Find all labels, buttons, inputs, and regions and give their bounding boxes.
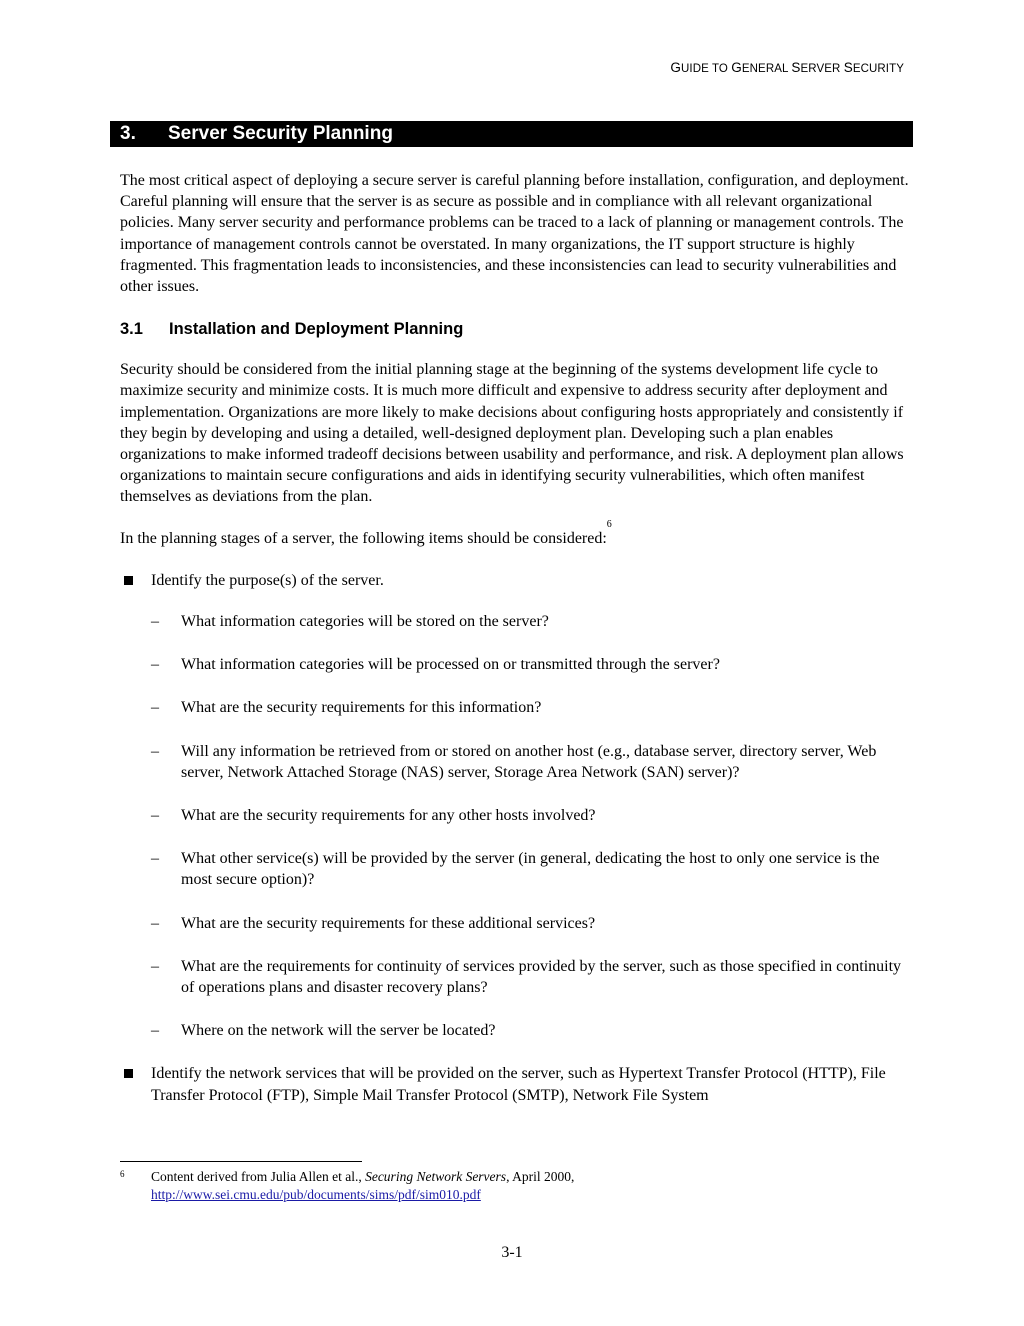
running-header-part: ECURITY — [852, 63, 904, 75]
footnote-title: Securing Network Servers — [365, 1169, 507, 1184]
section-heading — [120, 318, 910, 340]
dash-marker: – — [151, 656, 159, 674]
lead-in-paragraph — [120, 518, 910, 549]
dash-marker: – — [151, 807, 159, 825]
footnote-reference[interactable]: 6 — [606, 518, 612, 530]
sub-list-item-text: What are the security requirements for this information? — [181, 699, 542, 717]
running-header-part: S — [843, 60, 853, 75]
footnote-number: 6 — [120, 1169, 125, 1179]
page-number: 3-1 — [501, 1244, 523, 1261]
running-header-part: ERVER — [800, 63, 844, 75]
bullet-item — [120, 570, 910, 591]
sub-list-item — [120, 697, 910, 718]
sub-list-item-text: Will any information be retrieved from or stored on another host (e.g., database server, directory server, Web server, Network Attached Storage (NAS) server, Storage Area Network (SAN) server)? — [181, 742, 877, 781]
intro-paragraph: The most critical aspect of deploying a secure server is careful planning before installation, configuration, and deployment. Careful planning will ensure that the server is as secure as possible and in compliance with all relevant organizational policies. Many server security and performance problems can be traced to a lack of planning or management controls. The importance of management controls cannot be overstated. In many organizations, the IT support structure is highly fragmented. This fragmentation leads to inconsistencies, and these inconsistencies can lead to security vulnerabilities and other issues. — [120, 172, 909, 296]
dash-marker: – — [151, 1022, 159, 1040]
running-header-part: G — [670, 60, 682, 75]
sub-list-item — [120, 805, 910, 826]
sub-list-item-text: What information categories will be stored on the server? — [181, 613, 549, 631]
sub-list-item — [120, 1020, 910, 1041]
dash-marker: – — [151, 742, 159, 760]
square-bullet-icon — [124, 576, 133, 585]
section-title: Installation and Deployment Planning — [169, 320, 464, 339]
sub-list-item-text: What are the security requirements for any other hosts involved? — [181, 807, 596, 825]
sub-list-item-text: What information categories will be processed on or transmitted through the server? — [181, 656, 720, 674]
footnote-divider — [120, 1161, 362, 1162]
section-paragraph: Security should be considered from the initial planning stage at the beginning of the systems development life cycle to maximize security and minimize costs. It is much more difficult and expensive to address security after deployment and implementation. Organizations are more likely to make decisions about configuring hosts appropriately and consistently if they begin by developing and using a detailed, well-designed deployment plan. Developing such a plan enables organizations to make informed tradeoff decisions between usability and performance, and risk. A deployment plan allows organizations to maintain secure configurations and aids in identifying security vulnerabilities, which often manifest themselves as deviations from the plan. — [120, 361, 904, 506]
sub-list-item — [120, 913, 910, 934]
footnote — [120, 1168, 910, 1204]
bullet-item — [120, 1063, 910, 1105]
sub-list-item-text: What are the security requirements for these additional services? — [181, 914, 596, 932]
dash-marker: – — [151, 957, 159, 975]
sub-list-item — [120, 848, 910, 890]
body-text — [120, 170, 910, 1126]
sub-list-item — [120, 611, 910, 632]
chapter-title: Server Security Planning — [168, 123, 393, 144]
lead-in-text: In the planning stages of a server, the following items should be considered: — [120, 529, 607, 547]
running-header-part: G — [731, 60, 742, 75]
running-header-part: S — [791, 60, 801, 75]
dash-marker: – — [151, 613, 159, 631]
running-header — [670, 60, 904, 75]
bullet-list — [120, 570, 910, 1106]
chapter-heading — [110, 121, 913, 147]
bullet-text: Identify the purpose(s) of the server. — [151, 571, 384, 589]
sub-list-item-text: Where on the network will the server be located? — [181, 1022, 496, 1040]
sub-list-item-text: What other service(s) will be provided by the server (in general, dedicating the host to only one service is the most secure option)? — [181, 850, 880, 889]
bullet-text: Identify the network services that will be provided on the server, such as Hypertext Transfer Protocol (HTTP), File Transfer Protocol (FTP), Simple Mail Transfer Protocol (SMTP), Network File System — [151, 1065, 886, 1104]
dash-marker: – — [151, 699, 159, 717]
running-header-part: ENERAL — [741, 63, 792, 75]
running-header-part: UIDE TO — [681, 63, 732, 75]
section-number: 3.1 — [120, 320, 143, 339]
square-bullet-icon — [124, 1069, 133, 1078]
chapter-number: 3. — [120, 123, 136, 144]
sub-list-item — [120, 654, 910, 675]
footnote-text-before: Content derived from Julia Allen et al., — [151, 1169, 366, 1184]
dash-marker: – — [151, 914, 159, 932]
footnote-link[interactable]: http://www.sei.cmu.edu/pub/documents/sims/pdf/sim010.pdf — [151, 1187, 481, 1202]
footnote-text-after: , April 2000, — [506, 1169, 575, 1184]
sub-list-item — [120, 741, 910, 783]
footnote-text — [151, 1168, 910, 1204]
sub-list-item-text: What are the requirements for continuity of services provided by the server, such as those specified in continuity of operations plans and disaster recovery plans? — [181, 957, 902, 997]
sub-list-item — [120, 956, 910, 998]
dash-marker: – — [151, 850, 159, 868]
